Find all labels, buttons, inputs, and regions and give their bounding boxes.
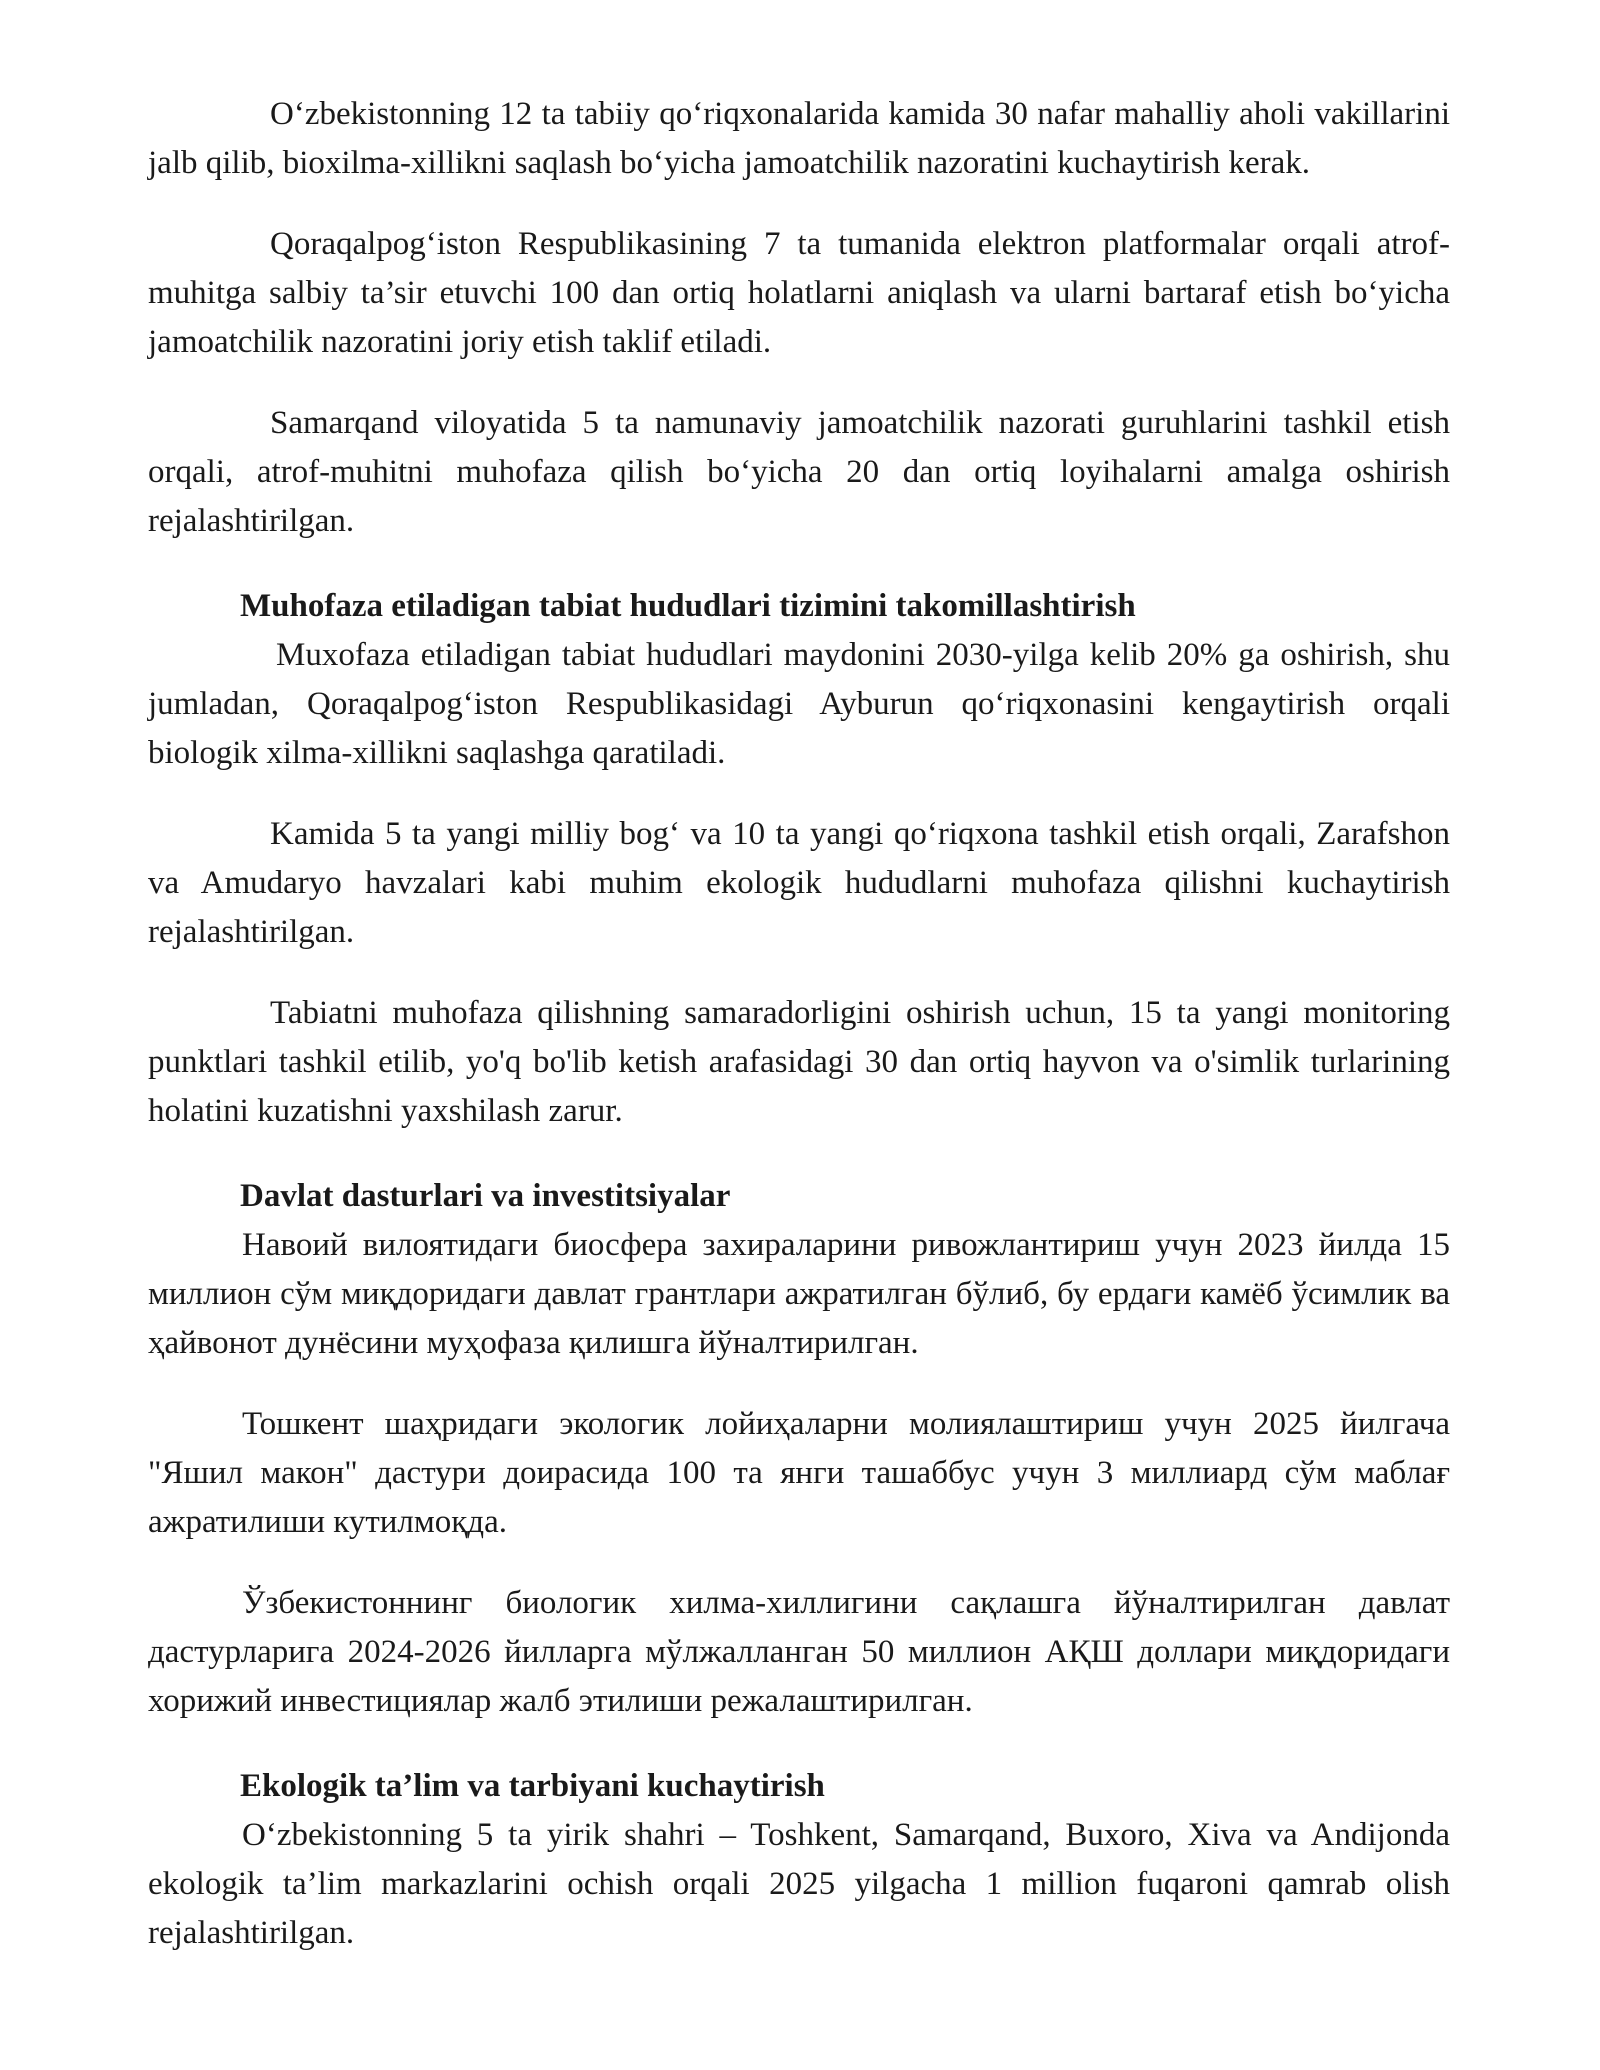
section-heading: Davlat dasturlari va investitsiyalar bbox=[240, 1178, 731, 1214]
paragraph: Ўзбекистоннинг биологик хилма-хиллигини сақлашга йўналтирилган давлат дастурларига 2024-2026 йилларга мўлжалланган 50 миллион АҚШ доллари миқдоридаги хорижий инвестициялар жалб этилиши режалаштирилган. bbox=[148, 1585, 1450, 1719]
document-body bbox=[148, 90, 1450, 1990]
section-heading: Ekologik ta’lim va tarbiyani kuchaytirish bbox=[240, 1768, 825, 1804]
section-heading: Muhofaza etiladigan tabiat hududlari tizimini takomillashtirish bbox=[240, 588, 1136, 624]
paragraph: Qoraqalpog‘iston Respublikasining 7 ta tumanida elektron platformalar orqali atrof-muhitga salbiy ta’sir etuvchi 100 dan ortiq holatlarni aniqlash va ularni bartaraf etish bo‘yicha jamoatchilik nazoratini joriy etish taklif etiladi. bbox=[148, 226, 1450, 360]
paragraph: Тошкент шаҳридаги экологик лойиҳаларни молиялаштириш учун 2025 йилгача "Яшил макон" дастури доирасида 100 та янги ташаббус учун 3 миллиард сўм маблағ ажратилиши кутилмоқда. bbox=[148, 1406, 1450, 1540]
paragraph: Навоий вилоятидаги биосфера захираларини ривожлантириш учун 2023 йилда 15 миллион сўм миқдоридаги давлат грантлари ажратилган бўлиб, бу ердаги камёб ўсимлик ва ҳайвонот дунёсини муҳофаза қилишга йўналтирилган. bbox=[148, 1227, 1450, 1361]
paragraph: Samarqand viloyatida 5 ta namunaviy jamoatchilik nazorati guruhlarini tashkil etish orqali, atrof-muhitni muhofaza qilish bo‘yicha 20 dan ortiq loyihalarni amalga oshirish rejalashtirilgan. bbox=[148, 405, 1450, 539]
paragraph: O‘zbekistonning 12 ta tabiiy qo‘riqxonalarida kamida 30 nafar mahalliy aholi vakillarini jalb qilib, bioxilma-xillikni saqlash bo‘yicha jamoatchilik nazoratini kuchaytirish kerak. bbox=[148, 96, 1450, 181]
paragraph: Tabiatni muhofaza qilishning samaradorligini oshirish uchun, 15 ta yangi monitoring punktlari tashkil etilib, yo'q bo'lib ketish arafasidagi 30 dan ortiq hayvon va o'simlik turlarining holatini kuzatishni yaxshilash zarur. bbox=[148, 995, 1450, 1129]
paragraph: Kamida 5 ta yangi milliy bog‘ va 10 ta yangi qo‘riqxona tashkil etish orqali, Zarafshon va Amudaryo havzalari kabi muhim ekologik hududlarni muhofaza qilishni kuchaytirish rejalashtirilgan. bbox=[148, 816, 1450, 950]
paragraph: O‘zbekistonning 5 ta yirik shahri – Toshkent, Samarqand, Buxoro, Xiva va Andijonda ekologik ta’lim markazlarini ochish orqali 2025 yilgacha 1 million fuqaroni qamrab olish rejalashtirilgan. bbox=[148, 1817, 1450, 1951]
paragraph: Muxofaza etiladigan tabiat hududlari maydonini 2030-yilga kelib 20% ga oshirish, shu jumladan, Qoraqalpog‘iston Respublikasidagi Ayburun qo‘riqxonasini kengaytirish orqali biologik xilma-xillikni saqlashga qaratiladi. bbox=[148, 637, 1450, 771]
